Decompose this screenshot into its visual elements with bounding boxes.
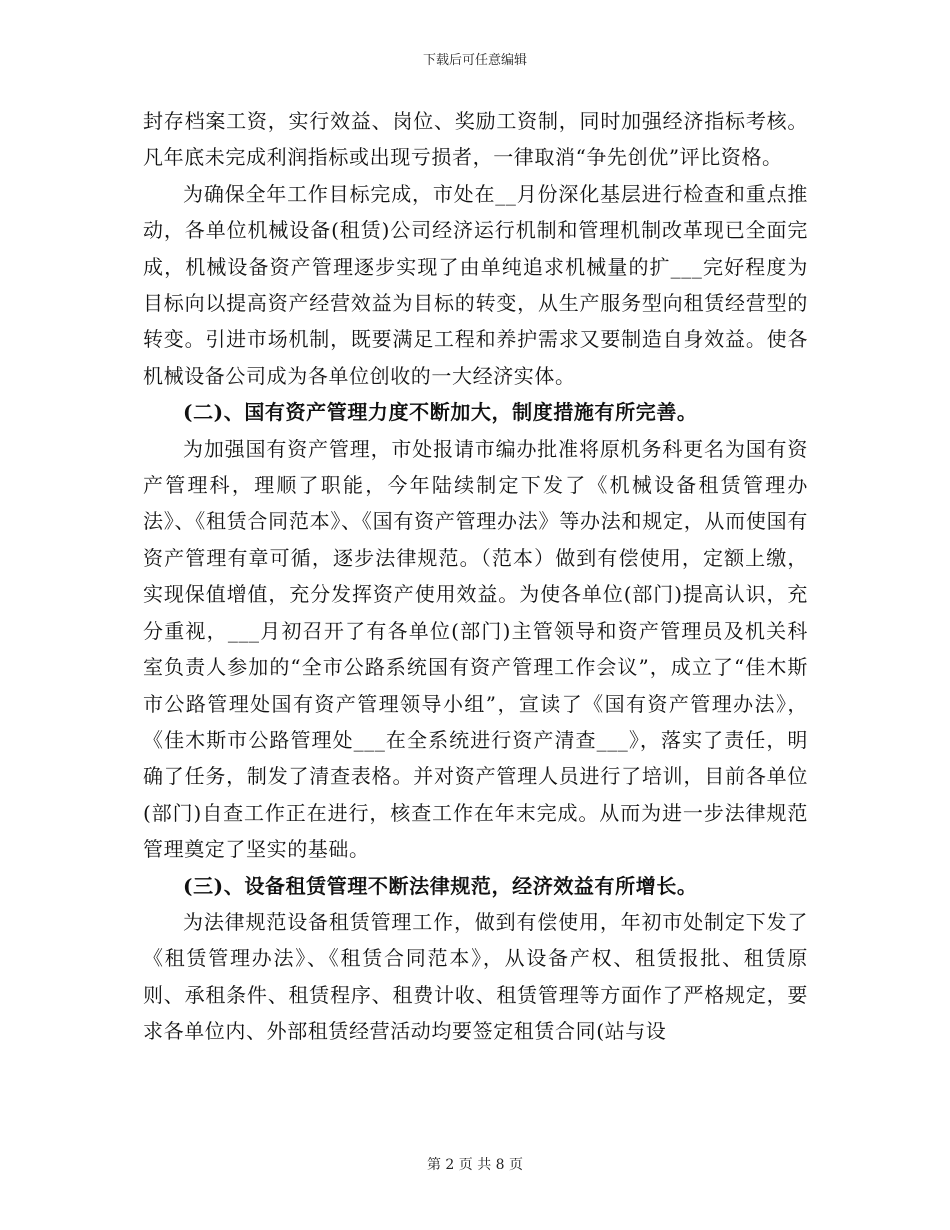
page-number-footer: 第 2 页 共 8 页 xyxy=(426,1157,524,1173)
paragraph-asset-management: 为加强国有资产管理，市处报请市编办批准将原机务科更名为国有资产管理科，理顺了职能，今年陆续制定下发了《机械设备租赁管理办法》、《租赁合同范本》、《国有资产管理办法》等办法和规定，从而使国有资产管理有章可循，逐步法律规范。（范本）做到有偿使用，定额上缴，实现保值增值，充分发挥资产使用效益。为使各单位(部门)提高认识，充分重视，___月初召开了有各单位(部门)主管领导和资产管理员及机关科室负责人参加的“全市公路系统国有资产管理工作会议”，成立了“佳木斯市公路管理处国有资产管理领导小组”，宣读了《国有资产管理办法》，《佳木斯市公路管理处___在全系统进行资产清查___》，落实了责任，明确了任务，制发了清查表格。并对资产管理人员进行了培训，目前各单位(部门)自查工作正在进行，核查工作在年末完成。从而为进一步法律规范管理奠定了坚实的基础。 xyxy=(143,436,808,862)
paragraph-goal-completion: 为确保全年工作目标完成，市处在__月份深化基层进行检查和重点推动，各单位机械设备(租赁)公司经济运行机制和管理机制改革现已全面完成，机械设备资产管理逐步实现了由单纯追求机械量的扩___完好程度为目标向以提高资产经营效益为目标的转变，从生产服务型向租赁经营型的转变。引进市场机制，既要满足工程和养护需求又要制造自身效益。使各机械设备公司成为各单位创收的一大经济实体。 xyxy=(143,181,808,388)
page-header: 下载后可任意编辑 xyxy=(422,53,527,68)
paragraph-continuation: 封存档案工资，实行效益、岗位、奖励工资制，同时加强经济指标考核。凡年底未完成利润指标或出现亏损者，一律取消“争先创优”评比资格。 xyxy=(143,109,808,170)
section-heading-2: (二)、国有资产管理力度不断加大，制度措施有所完善。 xyxy=(183,400,698,425)
paragraph-leasing-management: 为法律规范设备租赁管理工作，做到有偿使用，年初市处制定下发了《租赁管理办法》、《租赁合同范本》，从设备产权、租赁报批、租赁原则、承租条件、租赁程序、租费计收、租赁管理等方面作了严格规定，要求各单位内、外部租赁经营活动均要签定租赁合同(站与设 xyxy=(143,909,808,1044)
section-heading-3: (三)、设备租赁管理不断法律规范，经济效益有所增长。 xyxy=(183,873,698,898)
document-body xyxy=(143,103,808,1050)
